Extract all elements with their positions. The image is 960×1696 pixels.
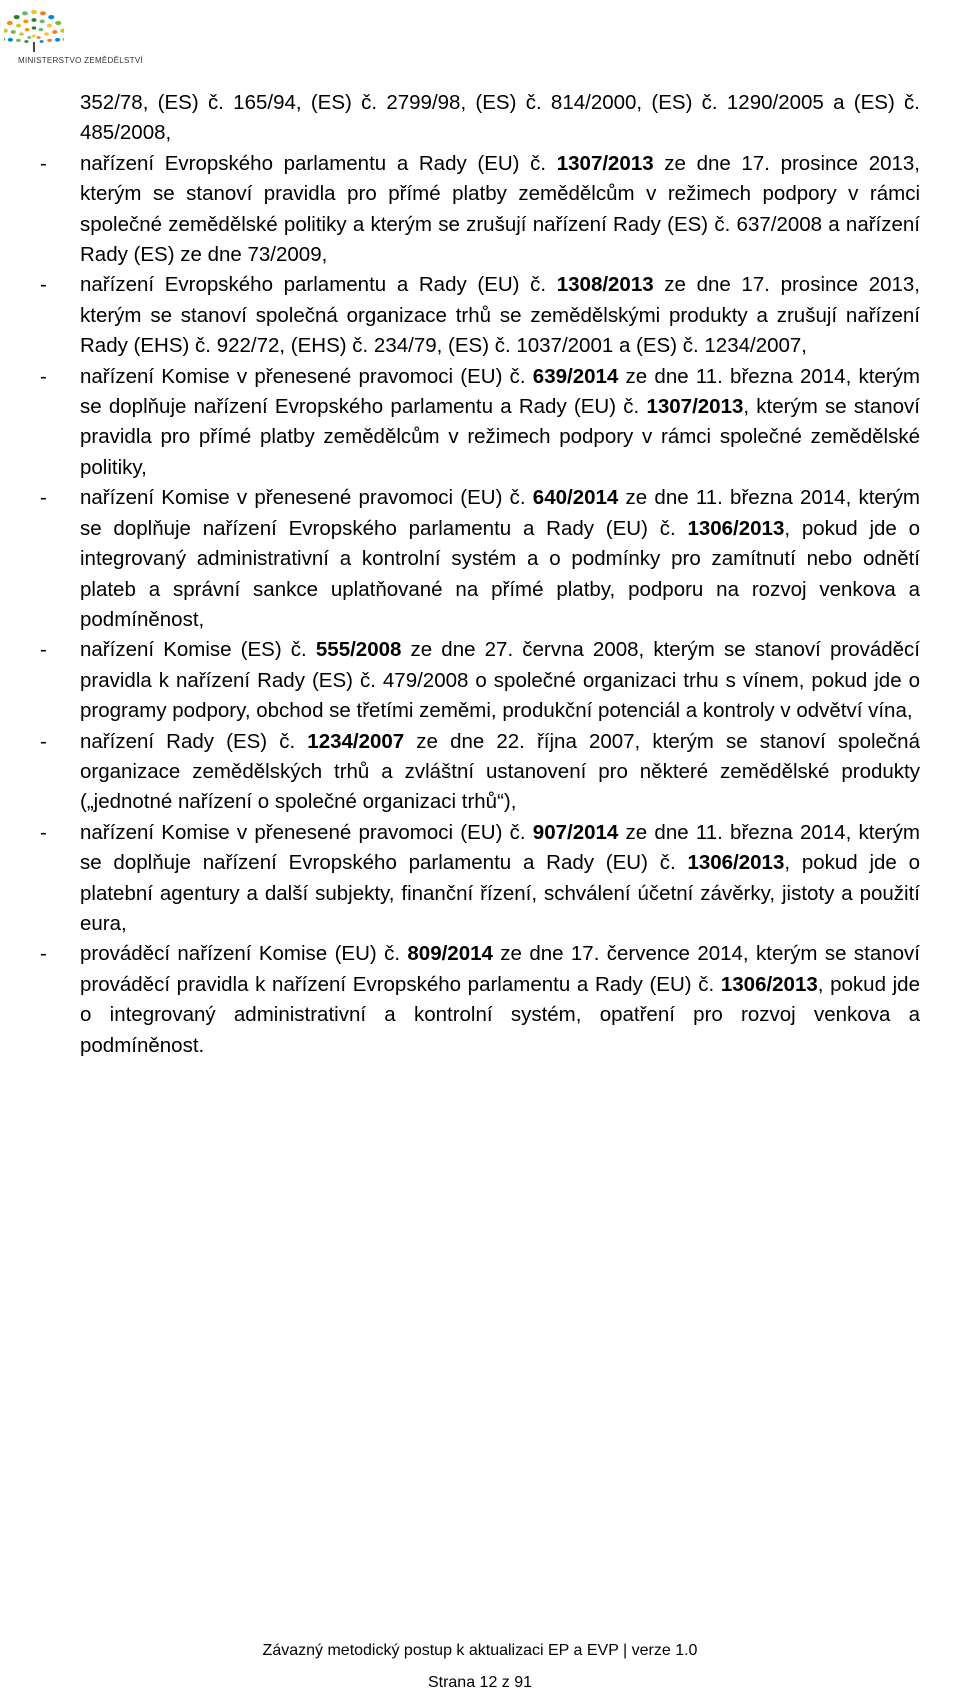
intro-line-1: 352/78, (ES) č. 165/94, (ES) č. 2799/98, (ES) č. 814/2000, (ES) č. 1290/2005 a (ES) č. [80,91,920,114]
logo-leaf [8,38,13,42]
logo-leaf [25,28,30,31]
ministry-logo [4,4,154,64]
list-item: - nařízení Komise v přenesené pravomoci (EU) č. 640/2014 ze dne 11. března 2014, kterým se doplňuje nařízení Evropského parlamentu a Rady (EU) č. 1306/2013, pokud jde o integrovaný administrativní a kontrolní systém a o podmínky pro zamítnutí nebo odnětí plateb a správní sankce uplatňované na přímé platby, podporu na rozvoj venkova a podmíněnost, [40,483,920,635]
logo-leaf [55,21,61,25]
logo-leaf [31,10,37,14]
footer-document-title: Závazný metodický postup k aktualizaci EP a EVP | verze 1.0 [262,1642,698,1659]
regulation-list [40,149,920,1061]
logo-leaf [40,20,45,24]
list-item: - nařízení Komise v přenesené pravomoci (EU) č. 639/2014 ze dne 11. března 2014, kterým se doplňuje nařízení Evropského parlamentu a Rady (EU) č. 1307/2013, kterým se stanoví pravidla pro přímé platby zemědělcům v režimech podpory v rámci společné zemědělské politiky, [40,362,920,484]
regulation-number: 907/2014 [532,820,619,844]
regulation-number: 1306/2013 [687,851,785,875]
logo-leaf [37,36,41,39]
list-item: - prováděcí nařízení Komise (EU) č. 809/2014 ze dne 17. července 2014, kterým se stanoví prováděcí pravidla k nařízení Evropského parlamentu a Rady (EU) č. 1306/2013, pokud jde o integrovaný administrativní a kontrolní systém, opatření pro rozvoj venkova a podmíněnost. [40,939,920,1061]
logo-leaf [32,26,37,29]
regulation-number: 1306/2013 [687,516,785,540]
logo-leaf [11,30,16,34]
regulation-number: 640/2014 [532,486,619,510]
logo-leaf [16,24,21,28]
regulation-number: 1234/2007 [307,729,405,753]
logo-leaf [60,29,64,33]
logo-leaf [47,39,52,42]
regulation-number: 809/2014 [407,942,493,966]
logo-leaf [52,30,57,34]
logo-leaf [19,32,24,35]
regulation-number: 1308/2013 [556,273,654,297]
list-dash: - [40,273,47,297]
logo-leaf [44,32,49,35]
logo-leaf [4,29,8,33]
logo-leaf [48,15,54,19]
list-dash: - [40,820,47,844]
logo-leaf [31,18,36,22]
logo-leaf [16,39,21,42]
list-dash: - [40,151,47,175]
list-item: - nařízení Komise (ES) č. 555/2008 ze dne 27. června 2008, kterým se stanoví prováděcí pravidla k nařízení Rady (ES) č. 479/2008 o společné organizaci trhu s vínem, pokud jde o programy podpory, obchod se třetími zeměmi, produkční potenciál a kontroly v odvětví vína, [40,635,920,726]
list-item: - nařízení Evropského parlamentu a Rady (EU) č. 1307/2013 ze dne 17. prosince 2013, kterým se stanoví pravidla pro přímé platby zemědělcům v režimech podpory v rámci společné zemědělské politiky a kterým se zrušují nařízení Rady (ES) č. 637/2008 a nařízení Rady (ES) ze dne 73/2009, [40,149,920,271]
logo-leaf [32,35,36,38]
list-item: - nařízení Komise v přenesené pravomoci (EU) č. 907/2014 ze dne 11. března 2014, kterým se doplňuje nařízení Evropského parlamentu a Rady (EU) č. 1306/2013, pokud jde o platební agentury a další subjekty, finanční řízení, schválení účetní závěrky, jistoty a použití eura, [40,818,920,940]
regulation-number: 639/2014 [532,364,619,388]
regulation-number: 1307/2013 [646,395,744,419]
list-dash: - [40,364,47,388]
regulation-number: 1307/2013 [556,151,654,175]
logo-leaf [55,38,60,42]
logo-leaf [39,28,44,31]
logo-leaf [40,40,44,43]
logo-leaf [40,11,46,15]
logo-leaf [14,15,20,19]
list-dash: - [40,638,47,662]
logo-leaf [47,24,52,28]
list-dash: - [40,942,47,966]
logo-leaf [4,37,5,41]
intro-line-2: 485/2008, [80,121,172,145]
logo-trunk [33,42,35,52]
logo-text: MINISTERSTVO ZEMĚDĚLSTVÍ [18,56,143,65]
list-item: - nařízení Evropského parlamentu a Rady (EU) č. 1308/2013 ze dne 17. prosince 2013, kterým se stanoví společná organizace trhů se zemědělskými produkty a zrušují nařízení Rady (EHS) č. 922/72, (EHS) č. 234/79, (ES) č. 1037/2001 a (ES) č. 1234/2007, [40,270,920,361]
list-item: - nařízení Rady (ES) č. 1234/2007 ze dne 22. října 2007, kterým se stanoví společná organizace zemědělských trhů a zvláštní ustanovení pro některé zemědělské produkty („jednotné nařízení o společné organizaci trhů“), [40,727,920,818]
list-dash: - [40,486,47,510]
logo-leaf [24,40,28,43]
document-body [40,88,920,1061]
logo-leaf [27,36,31,39]
list-dash: - [40,729,47,753]
tree-logo-icon [4,4,64,56]
logo-leaf [22,11,28,15]
logo-leaf [63,37,64,41]
logo-leaf [7,21,13,25]
footer-page-number: Strana 12 z 91 [427,1674,533,1691]
regulation-number: 1306/2013 [720,972,818,996]
regulation-number: 555/2008 [315,638,402,662]
logo-leaf [23,20,28,24]
